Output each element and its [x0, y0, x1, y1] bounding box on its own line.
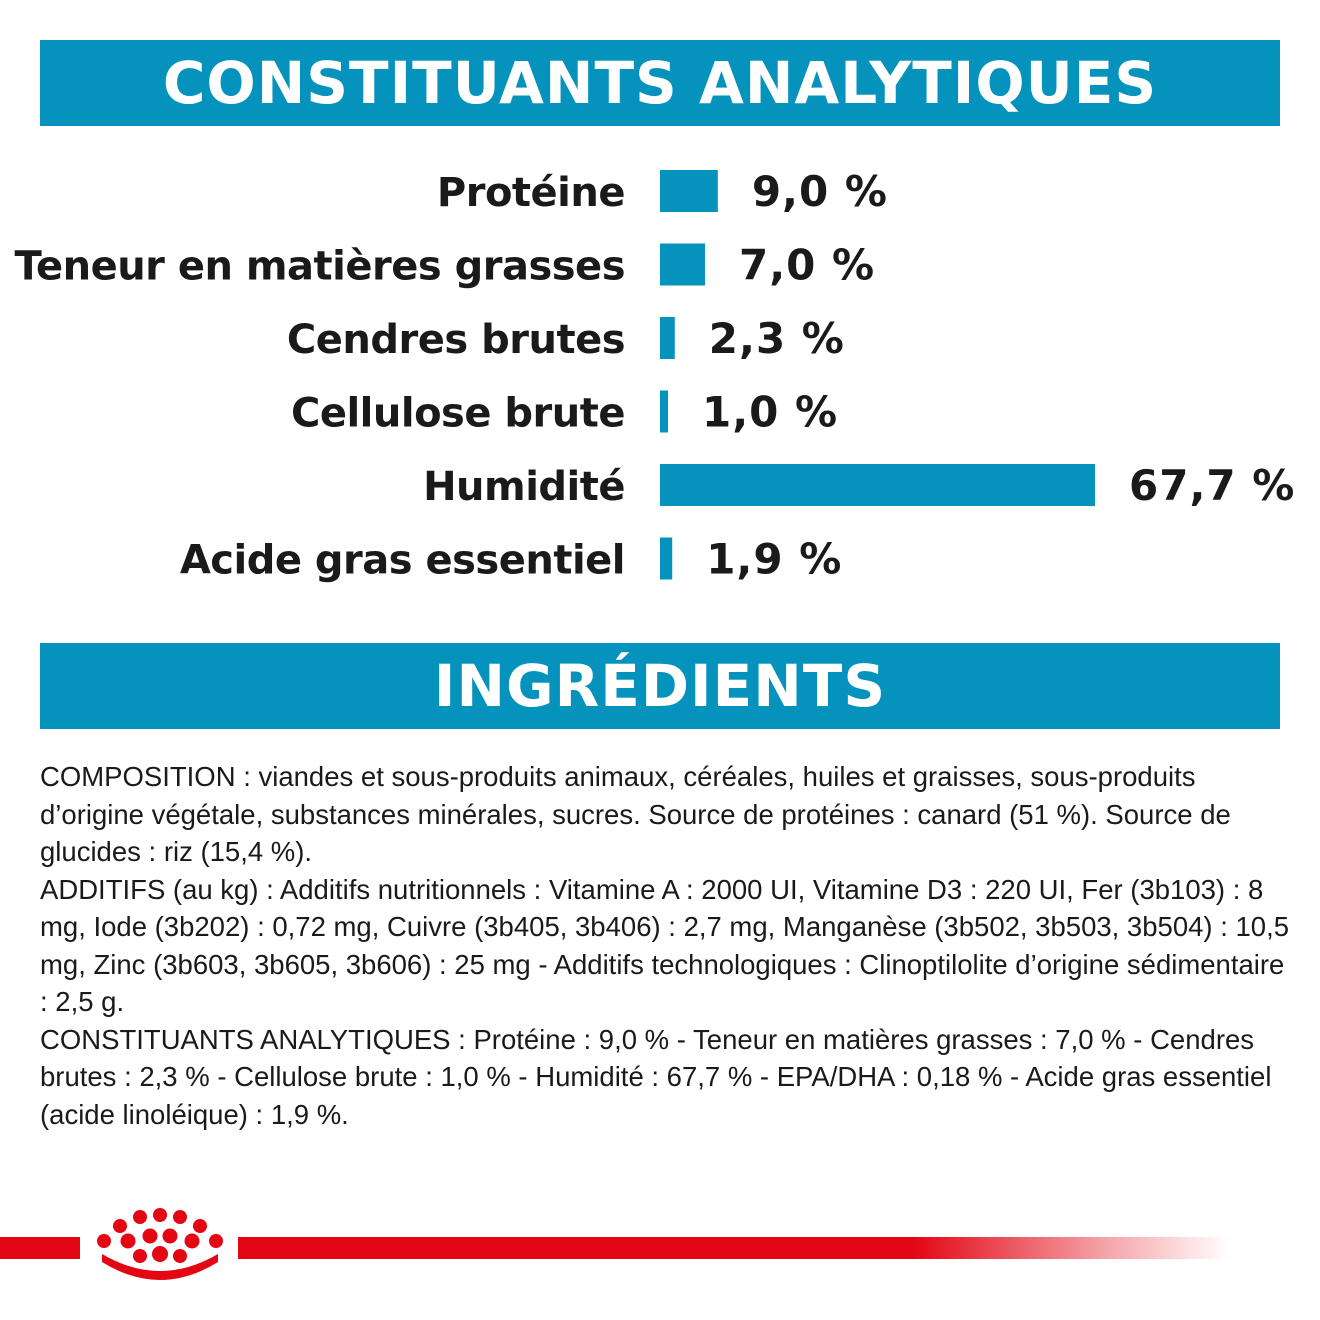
composition-paragraph: COMPOSITION : viandes et sous-produits animaux, céréales, huiles et graisses, sous-produits d’origine végétale, substances minérales, sucres. Source de protéines : canard (51 %). Source de glucides : riz (15,4 %). [40, 761, 1231, 867]
bar-category-label: Teneur en matières grasses [14, 243, 625, 290]
bar [660, 464, 1095, 506]
bar-value-label: 2,3 % [708, 314, 845, 363]
bar [660, 538, 672, 580]
royal-canin-crown-icon [92, 1208, 228, 1282]
bar-category-label: Protéine [436, 170, 625, 216]
bar [660, 391, 668, 433]
additifs-paragraph: ADDITIFS (au kg) : Additifs nutritionnels : Vitamine A : 2000 UI, Vitamine D3 : 220 UI, Fer (3b103) : 8 mg, Iode (3b202) : 0,72 mg, Cuivre (3b405, 3b406) : 2,7 mg, Manganèse (3b502, 3b503, 3b504) : 10,5 mg, Zinc (3b603, 3b605, 3b606) : 25 mg - Additifs technologiques : Clinoptilolite d’origine sédimentaire : 2,5 g. [40, 873, 1290, 1017]
bar-category-label: Acide gras essentiel [179, 537, 625, 584]
bar-value-label: 67,7 % [1129, 461, 1296, 510]
bar [660, 317, 675, 359]
bar-value-label: 9,0 % [751, 167, 888, 216]
bar [660, 244, 705, 286]
bar-category-label: Cendres brutes [286, 317, 625, 363]
bar-value-label: 1,0 % [702, 387, 839, 437]
ingredients-banner: INGRÉDIENTS [40, 643, 1280, 729]
bar [660, 170, 718, 212]
analytics-banner: CONSTITUANTS ANALYTIQUES [40, 40, 1280, 126]
footer-red-line-right [238, 1237, 1230, 1259]
bar-value-label: 1,9 % [706, 534, 843, 584]
bar-category-label: Cellulose brute [290, 390, 625, 437]
analytics-bar-chart [0, 150, 1320, 600]
constituants-paragraph: CONSTITUANTS ANALYTIQUES : Protéine : 9,0 % - Teneur en matières grasses : 7,0 % - Cendres brutes : 2,3 % - Cellulose brute : 1,0 % - Humidité : 67,7 % - EPA/DHA : 0,18 % - Acide gras essentiel (acide linoléique) : 1,9 %. [40, 1023, 1272, 1130]
bar-category-label: Humidité [423, 464, 625, 510]
ingredients-text [40, 758, 1290, 1133]
footer-red-line-left [0, 1237, 80, 1259]
bar-value-label: 7,0 % [738, 240, 876, 290]
